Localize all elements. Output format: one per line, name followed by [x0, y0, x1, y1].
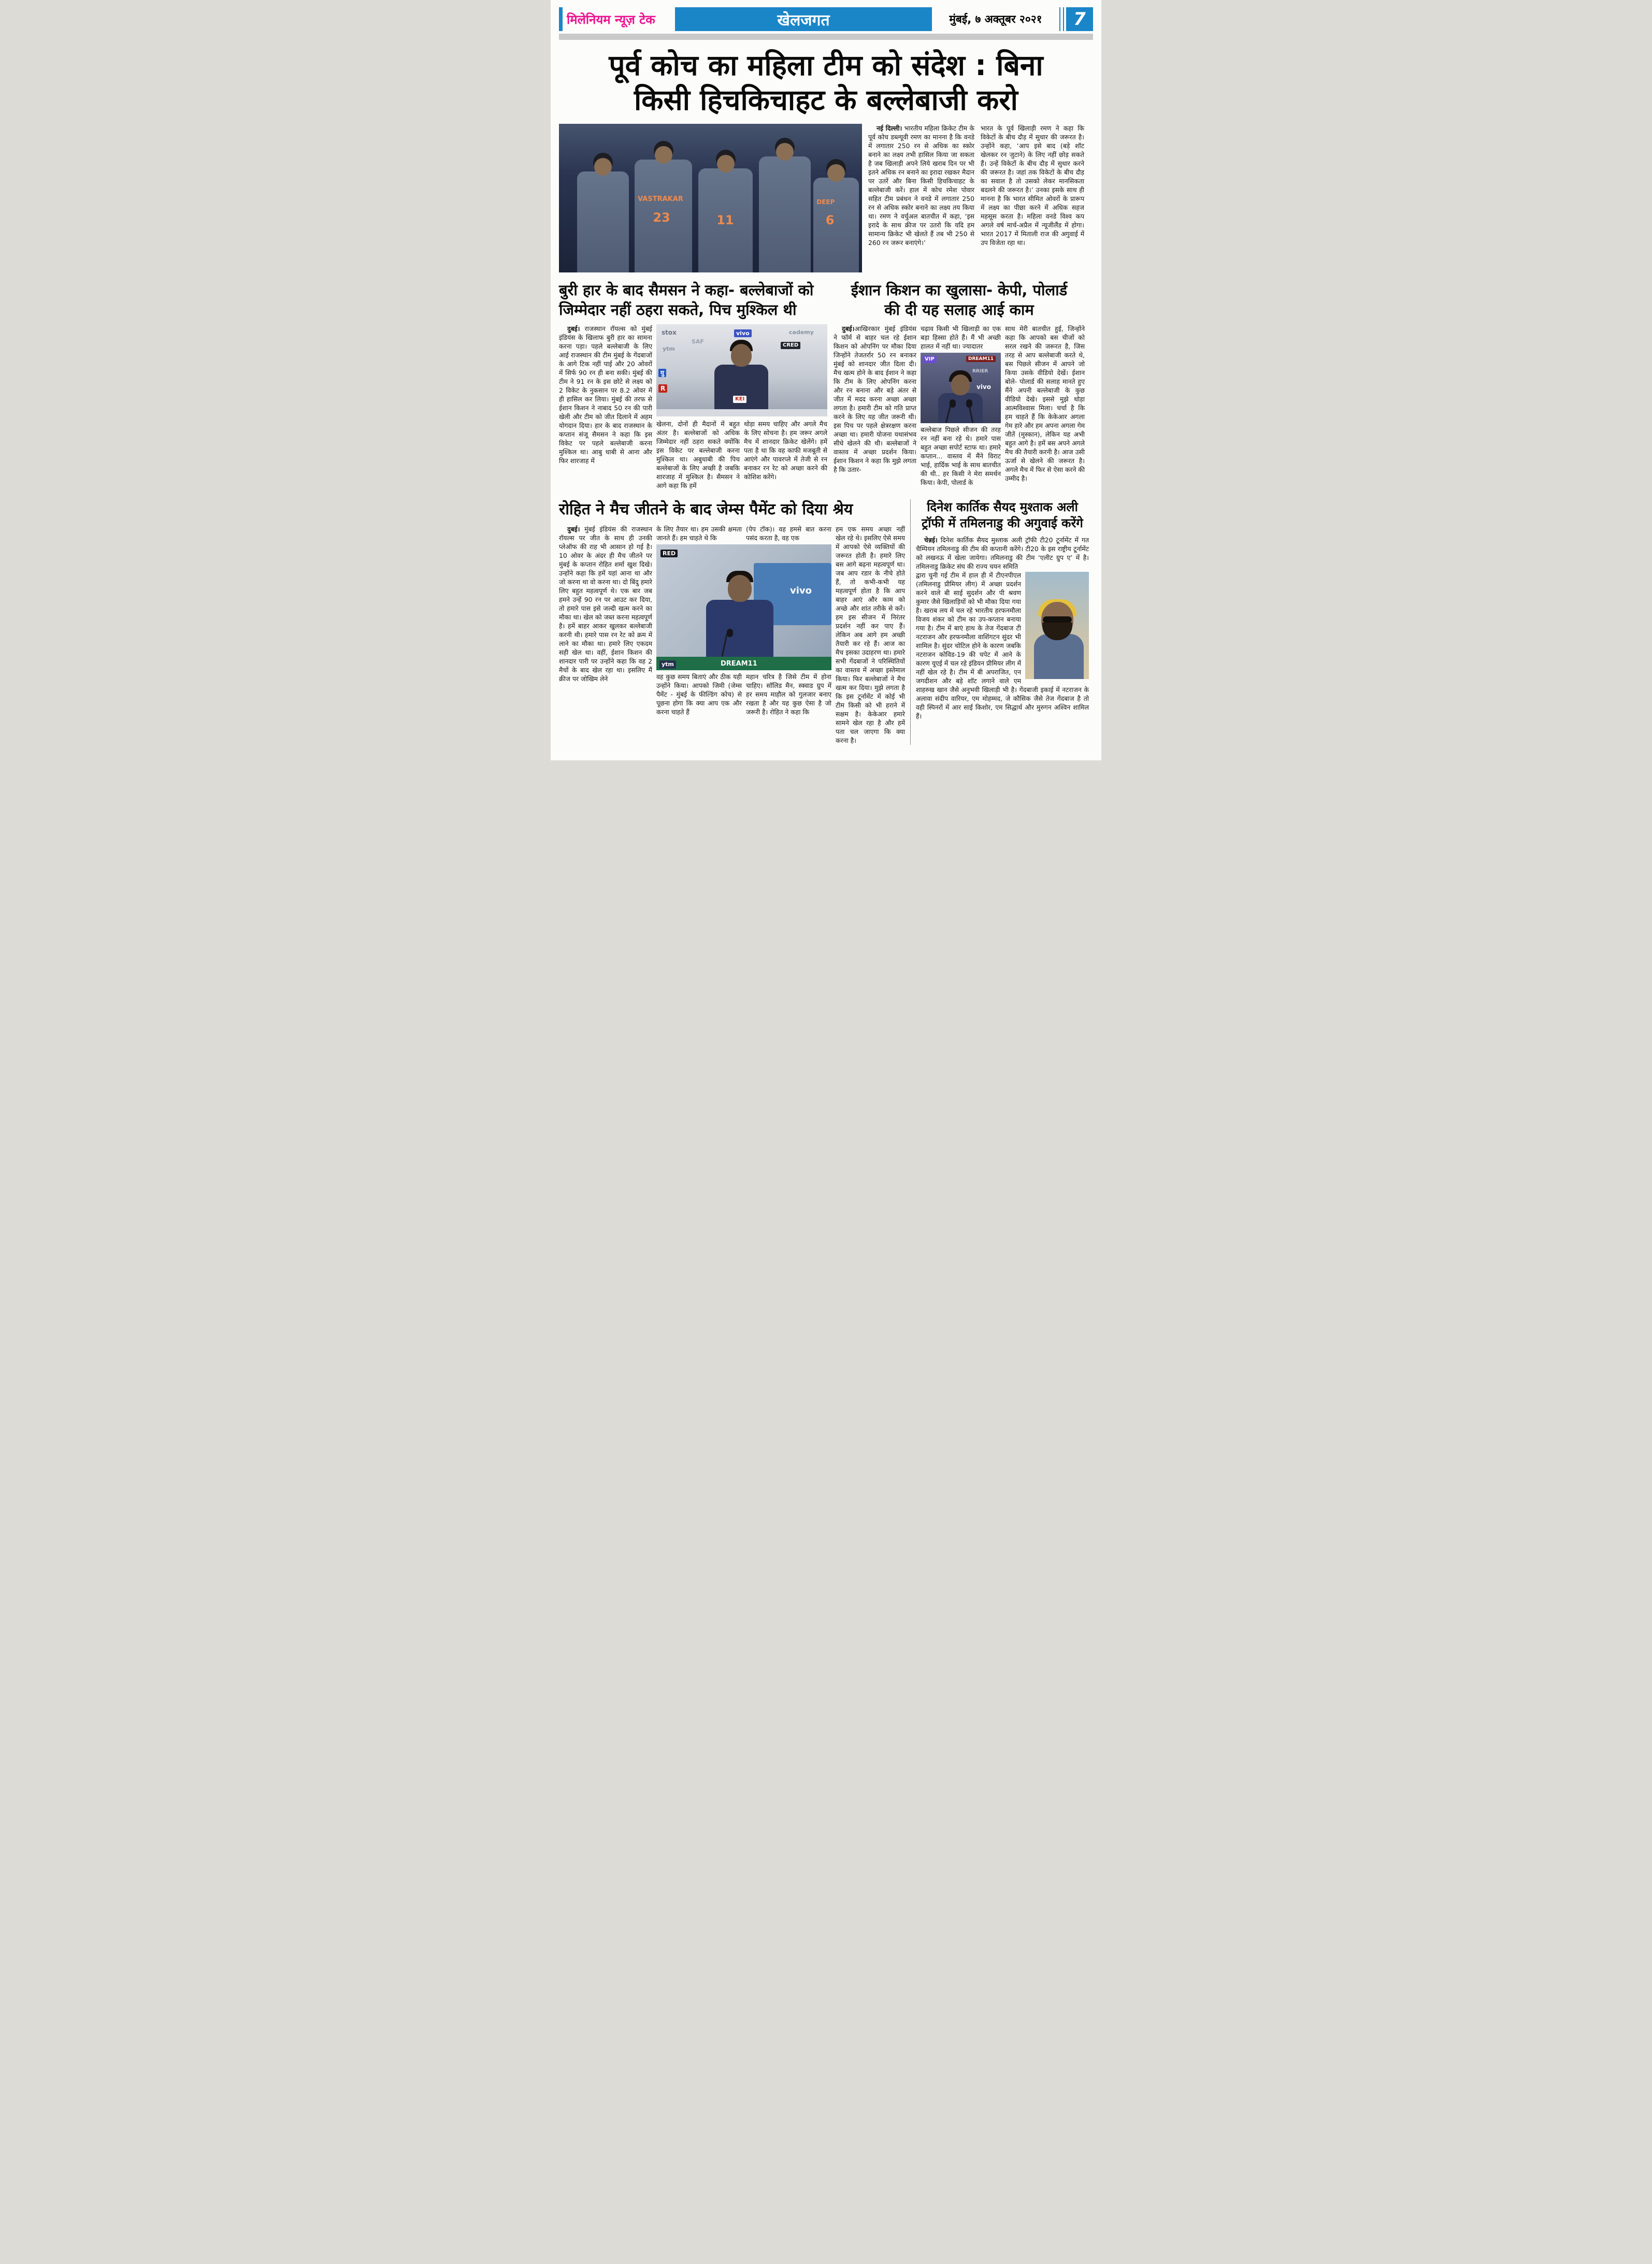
article-text-column [656, 672, 742, 716]
jersey-number-label: 6 [825, 213, 835, 228]
dateline: दुबई। [567, 525, 580, 533]
sponsor-logo: ytm [659, 660, 676, 668]
article-text: साथ मेरी बातचीत हुई, जिन्होंने कहा कि आपको बस चीजों को सरल रखने की जरूरत है, जिस तरह से आप बल्लेबाजी करते थे, बस पिछले सीजन में आपने जो किया उसके वीडियो देखें। ईशान बोले- पोलार्ड की सलाह मानते हुए मैंने अपनी बल्लेबाजी के कुछ वीडियो देखे। इससे मुझे थोड़ा आत्मविश्वास मिला। चर्चा है कि हम चाहते हैं कि केकेआर अगला गेम हारे और हम अपना अगला गेम जीतें (मुस्कान), लेकिन यह अभी बहुत आगे है। हमें बस अपने अगले मैच की तैयारी करनी है। आज उसी ऊर्जा से खेलने की जरूरत है। अगले मैच में फिर से ऐसा करने की उम्मीद है। [1005, 324, 1085, 482]
article-text: द्वारा चुनी गई टीम में हाल ही में टीएनपीएल (तमिलनाडु प्रीमियर लीग) में अच्छा प्रदर्शन करने वाले बी साई सुदर्शन और पी श्रवण कुमार जैसे खिलाड़ियों को भी मौका दिया गया है। खराब लय में चल रहे भारतीय हरफनमौला विजय शंकर को टीम का उप-कप्तान बनाया गया है। टीम में बाएं हाथ के तेज गेंदबाज टी नटराजन और हरफनमौला वाशिंगटन सुंदर भी शामिल है। सुंदर चोटिल होने के कारण जबकि नटराजन कोविड-19 की चपेट में आने के कारण यूएई में चल रहे इंडियन प्रीमियर लीग में नहीं खेल रहे है। टीम में बी अपराजित, एन जगदीशन और बड़े शॉट लगाने वाले एम शाहरुख खान जैसे अनुभवी खिलाड़ी भी है। गेंदबाजी इकाई में नटराजन के अलावा संदीप वारियर, एम मोहम्मद, जे कौसिक जैसे तेज गेंदबाज है तो वही स्पिनरों में आर साई किशोर, एम सिद्धार्थ और मुरुगन अश्विन शामिल हैं। [916, 571, 1089, 720]
dateline: दुबई। [842, 324, 855, 333]
page-number-block [1059, 7, 1093, 31]
article-text: बल्लेबाज पिछले सीजन की तरह रन नहीं बना रहे थे। हमारे पास बहुत अच्छा सपोर्ट स्टाफ था। हमारे कप्तान... वास्तव में मैंने विराट भाई, हार्दिक भाई के साथ बातचीत की थी.. हर किसी ने मेरा समर्थन किया। केपी, पोलार्ड के [921, 425, 1001, 486]
dateline: नई दिल्ली। [877, 124, 902, 133]
player-figure [759, 156, 810, 272]
newspaper-page [551, 0, 1101, 760]
article-text-column [746, 672, 831, 716]
article-text-column [559, 525, 652, 745]
article-text-column [981, 124, 1084, 272]
lead-headline [559, 48, 1093, 118]
player-head [717, 155, 735, 172]
rohit-photo [656, 544, 831, 670]
samson-photo [656, 324, 827, 416]
article-rohit [559, 499, 905, 745]
silhouette-head [731, 344, 752, 367]
article-text: भारत के पूर्व खिलाड़ी रमण ने कहा कि विकेटों के बीच दौड़ में सुधार की जरूरत है। उन्होंने कहा, ‘आप इसे बाद (बड़े शॉट खेलकर रन जुटाने) के लिए नहीं छोड़ सकते हैं। उन्हें विकेटों के बीच दौड़ में सुधार करने की जरूरत है। जहां तक विकेटों के बीच दौड़ का सवाल है तो उसको लेकर मानसिकता बदलने की जरूरत है।’ उनका इसके साथ ही मानना है कि भारत सीमित ओवरों के प्रारूप में लक्ष्य का पीछा करने में अधिक सहज महसूस करता है। महिला वनडे विश्व कप अगले वर्ष मार्च-अप्रैल में न्यूजीलैंड में होगा। भारत 2017 में मिताली राज की अगुवाई में उप विजेता रहा था। [981, 124, 1084, 247]
article-text: आखिरकार मुंबई इंडियंस ने फॉर्म से बाहर चल रहे ईशान किशन को ओपनिंग पर मौका दिया जिन्होंने तेजतर्रार 50 रन बनाकर मुंबई को शानदार जीत दिला दी। मैच खत्म होने के बाद ईशान ने कहा कि टीम के लिए ओपनिंग करना और रन बनाना और बड़े अंतर से जीत में मदद करना अच्छा अच्छा लगता है। हमारी टीम को गति प्राप्त करने के लिए यह जीत जरूरी थी। इस पिच पर पहले क्षेत्ररक्षण करना अच्छा था। हमारी योजना यथासंभव सीधे खेलने की थी। बल्लेबाजों ने वास्तव में अच्छा प्रदर्शन किया। ईशान किशन ने कहा कि मुझे लगता है कि उतार- [834, 324, 916, 473]
jersey-number-label: 11 [716, 213, 734, 228]
ishan-headline-line2: की दी यह सलाह आई काम [884, 300, 1034, 319]
sponsor-logo: SAF [692, 338, 704, 345]
samson-headline [559, 281, 827, 320]
article-text-column [836, 525, 905, 745]
karthik-headline-line1: दिनेश कार्तिक सैयद मुश्ताक अली [927, 499, 1078, 514]
article-text: मुंबई इंडियंस की राजस्थान रॉयल्स पर जीत के साथ ही उनकी प्लेऑफ की राह भी आसान हो गई है। 10 ओवर के अंदर ही मैच जीतने पर मुंबई के कप्तान रोहित शर्मा खुश दिखे। उन्होंने कहा कि हमें यहां आना था और जो करना था वो करना था। दो बिंदु हमारे लिए बहुत महत्वपूर्ण थे। एक बार जब हमने उन्हें 90 रन पर आउट कर दिया, तो हमारे पास इसे जल्दी खत्म करने का मौका था। खेल को जब्त करना महत्वपूर्ण है। हमें बाहर आकर खुलकर बल्लेबाजी करनी थी। हमारे पास रन रेट को क्रम में लाने का मौका था। हमारे लिए एकदम सही खेल था। वहीं, ईशान किशन की शानदार पारी पर उन्होंने कहा कि वह 2 मैचों के बाद खेल रहा था। इसलिए मैं क्रीज पर जोखिम लेने [559, 525, 652, 683]
rohit-headline: रोहित ने मैच जीतने के बाद जेम्स पैमेंट को दिया श्रेय [559, 500, 853, 518]
article-text: (पेप टॉक)। वह हमसे बात करना पसंद करता है, वह एक [746, 525, 831, 542]
article-karthik [916, 499, 1089, 745]
samson-headline-line2: जिम्मेदार नहीं ठहरा सकते, पिच मुश्किल थी [559, 300, 797, 319]
player-head [594, 158, 612, 176]
sponsor-logo: stox [662, 328, 677, 336]
jersey-name-label: DEEP [816, 198, 835, 206]
date-line: मुंबई, ७ अक्तूबर २०२१ [949, 13, 1042, 25]
player-head [655, 146, 672, 164]
sponsor-logo: RED [660, 550, 678, 557]
article-text-column [868, 124, 974, 272]
lead-photo [559, 124, 862, 272]
lead-headline-line1: पूर्व कोच का महिला टीम को संदेश : बिना [609, 49, 1043, 82]
article-text-column [746, 525, 831, 542]
column-divider [910, 499, 911, 745]
samson-headline-line1: बुरी हार के बाद सैमसन ने कहा- बल्लेबाजों को [559, 281, 814, 299]
jersey-sponsor-logo: KEI [733, 396, 746, 403]
sponsor-logo: VIP [923, 356, 937, 363]
dateline: दुबई। [567, 324, 580, 333]
article-text-column [916, 536, 1089, 571]
article-text-column [559, 324, 652, 490]
ishan-headline [834, 281, 1085, 320]
jersey-number-label: 23 [653, 210, 670, 225]
sponsor-logo: DREAM11 [721, 659, 757, 668]
article-text-column [656, 525, 742, 542]
sponsor-logo: DREAM11 [966, 356, 996, 363]
article-text: थोड़ा समय चाहिए और अगले मैच के लिए सोचना है। हम जरूर अगले मैच में शानदार क्रिकेट खेलेंगे। हमें पता है था कि वह काफी मजबूती से आएंगे और पावरप्ले में तेजी से रन बनाकर रन रेट को अच्छा करने की कोशिश करेंगे। [744, 420, 827, 481]
sponsor-logo: RRIER [972, 368, 988, 374]
article-text-column [744, 420, 827, 490]
sponsor-logo: यु [658, 369, 666, 377]
header-rule [559, 34, 1093, 40]
karthik-torso [1034, 634, 1084, 679]
karthik-photo [1025, 572, 1089, 679]
article-text: चढ़ाव किसी भी खिलाड़ी का एक बड़ा हिस्सा होते हैं। मैं भी अच्छी हालत में नहीं था। ज्यादातर [921, 324, 1001, 350]
article-text: महान चरित्र है जिसे टीम में होना चाहिए। सॉलिड मैन, स्क्वाड ग्रुप में हर समय माहौल को गुलजार बनाए रखता है और यह कुछ ऐसा है जो जरूरी है। रोहित ने कहा कि [746, 672, 831, 716]
lead-headline-line2: किसी हिचकिचाहट के बल्लेबाजी करो [634, 83, 1018, 117]
sponsor-logo: CRED [781, 342, 800, 349]
karthik-headline [916, 499, 1089, 531]
article-text: हम एक समय अच्छा नहीं खेल रहे थे। इसलिए ऐसे समय में आपको ऐसे व्यक्तियों की जरूरत होती है। हमारे लिए बस आगे बढ़ना महत्वपूर्ण था। जब आप रडार के नीचे होते हैं, तो कभी-कभी यह महत्वपूर्ण होता है कि आप बाहर आएं और काम को अच्छे और शांत तरीके से करें। हम इस सीजन में निरंतर प्रदर्शन नहीं कर पाए हैं। लेकिन अब आगे हम अच्छी तैयारी कर रहे हैं। आज का मैच इसका उदाहरण था। हमारे सभी गेंदबाजों ने परिस्थितियों का वास्तव में अच्छा इस्तेमाल किया। फिर बल्लेबाजों ने मैच खत्म कर दिया। मुझे लगता है कि इस टूर्नामेंट में कोई भी टीम किसी को भी हराने में सक्षम है। केकेआर हमारे सामने खेल रहा है और हमें पता चल जाएगा कि क्या करना है। [836, 525, 905, 744]
sponsor-logo: ytm [663, 345, 675, 352]
karthik-headline-line2: ट्रॉफी में तमिलनाडु की अगुवाई करेंगे [922, 515, 1083, 530]
ishan-photo [921, 353, 1001, 423]
sponsor-logo: vivo [734, 329, 752, 337]
microphone-head [966, 399, 972, 408]
article-text: दिनेश कार्तिक सैयद मुश्ताक अली ट्रॉफी टी20 टूर्नामेंट में गत चैम्पियन तमिलनाडु की टीम की कप्तानी करेंगे। टी20 के इस राष्ट्रीय टूर्नामेंट को लखनऊ में खेला जायेगा। तमिलनाडु की टीम ‘एलीट ग्रुप ए’ में है। तमिलनाडु क्रिकेट संघ की राज्य चयन समिति [916, 536, 1089, 570]
karthik-body [916, 571, 1089, 720]
article-text-column [921, 324, 1001, 351]
divider-rule [1059, 7, 1064, 31]
article-text: भारतीय महिला क्रिकेट टीम के पूर्व कोच डब्ल्यूवी रमण का मानना है कि वनडे में लगातार 250 रन से अधिक का स्कोर बनाने का लक्ष्य तभी हासिल किया जा सकता है जब खिलाड़ी अपने लिये खराब दिन पर भी इतने अधिक रन बनाने का इरादा रखकर मैदान पर उतरें और बिना किसी हिचकिचाहट के बल्लेबाजी करें। हाल में कोच रमेश पोवार सहित टीम प्रबंधन ने वनडे में लगातार 250 रन से अधिक स्कोर बनाने का लक्ष्य तय किया था। रमण ने वर्चुअल बातचीत में कहा, ‘इस इरादे के साथ क्रीज पर उतरो कि यदि हम सामान्य क्रिकेट भी खेलते हैं तब भी 250 से 260 रन जरूर बनाएंगे।’ [868, 124, 974, 247]
article-text-column [921, 425, 1001, 487]
microphone-head [950, 399, 956, 408]
article-text: के लिए तैयार था। हम उसकी क्षमता जानते हैं। हम चाहते थे कि [656, 525, 742, 542]
jersey-name-label: VASTRAKAR [638, 195, 683, 203]
karthik-sunglasses [1043, 616, 1072, 623]
sponsor-logo: R [658, 384, 667, 393]
article-text-column [1005, 324, 1085, 487]
ishan-headline-line1: ईशान किशन का खुलासा- केपी, पोलार्ड [851, 281, 1068, 299]
article-text: राजस्थान रॉयल्स को मुंबई इंडियंस के खिलाफ बुरी हार का सामना करना पड़ा। पहले बल्लेबाजी के लिए आई राजस्थान की टीम मुंबई के गेंदबाजों के आगे टिक नहीं पाई और 20 ओवरों में सिर्फ 90 रन ही बना सकी। मुंबई की टीम ने 91 रन के इस छोटे से लक्ष्य को 2 विकेट के नुकसान पर 8.2 ओवर में ही हासिल कर लिया। मुंबई की तरफ से ईशान किशन ने नाबाद 50 रन की पारी खेली और टीम को जीत दिलाने में अहम योगदान दिया। हार के बाद राजस्थान के कप्तान संजू सैमसन ने कहा कि इस विकेट पर पहले बल्लेबाजी करना मुश्किल था। आबु धाबी से आना और फिर शारजाह में [559, 324, 652, 465]
player-head [827, 164, 845, 182]
sponsor-logo: vivo [976, 383, 992, 391]
silhouette-head [951, 374, 970, 395]
player-head [776, 143, 794, 161]
sponsor-logo: cademy [789, 328, 814, 336]
article-ishan [834, 281, 1085, 489]
ishan-silhouette [938, 393, 983, 423]
sponsor-logo: vivo [789, 585, 812, 596]
section-title: खेलजगत [675, 7, 932, 31]
microphone-head [727, 629, 733, 637]
article-samson [559, 281, 827, 489]
article-text-column [656, 420, 740, 490]
silhouette-head [728, 575, 752, 602]
press-desk [656, 409, 827, 416]
rohit-silhouette [706, 600, 773, 657]
page-number: 7 [1066, 7, 1093, 31]
article-raman [559, 124, 1093, 272]
dateline: चेन्नई। [924, 536, 938, 544]
player-figure [577, 171, 628, 272]
article-text: खेलना, दोनों ही मैदानों में बहुत अंतर है। बल्लेबाजों को अधिक जिम्मेदार नहीं ठहरा सकते क्योंकि इस विकेट पर बल्लेबाजी करना मुश्किल था। अबुधाबी की पिच बल्लेबाजों के लिए अच्छी है जबकि शारजाह में मुश्किल है। सैमसन ने आगे कहा कि हमें [656, 420, 740, 489]
brand-logo: मिलेनियम न्यूज़ टेक [559, 7, 675, 31]
player-figure [813, 178, 859, 273]
article-text: वह कुछ समय बिताएं और ठीक यही उन्होंने किया। आपको जिमी (जेम्स पैमेंट - मुंबई के फील्डिंग कोच) से पूछना होगा कि क्या आप एक और करना चाहते हैं [656, 672, 742, 716]
article-text-column [834, 324, 916, 487]
masthead [559, 7, 1093, 31]
